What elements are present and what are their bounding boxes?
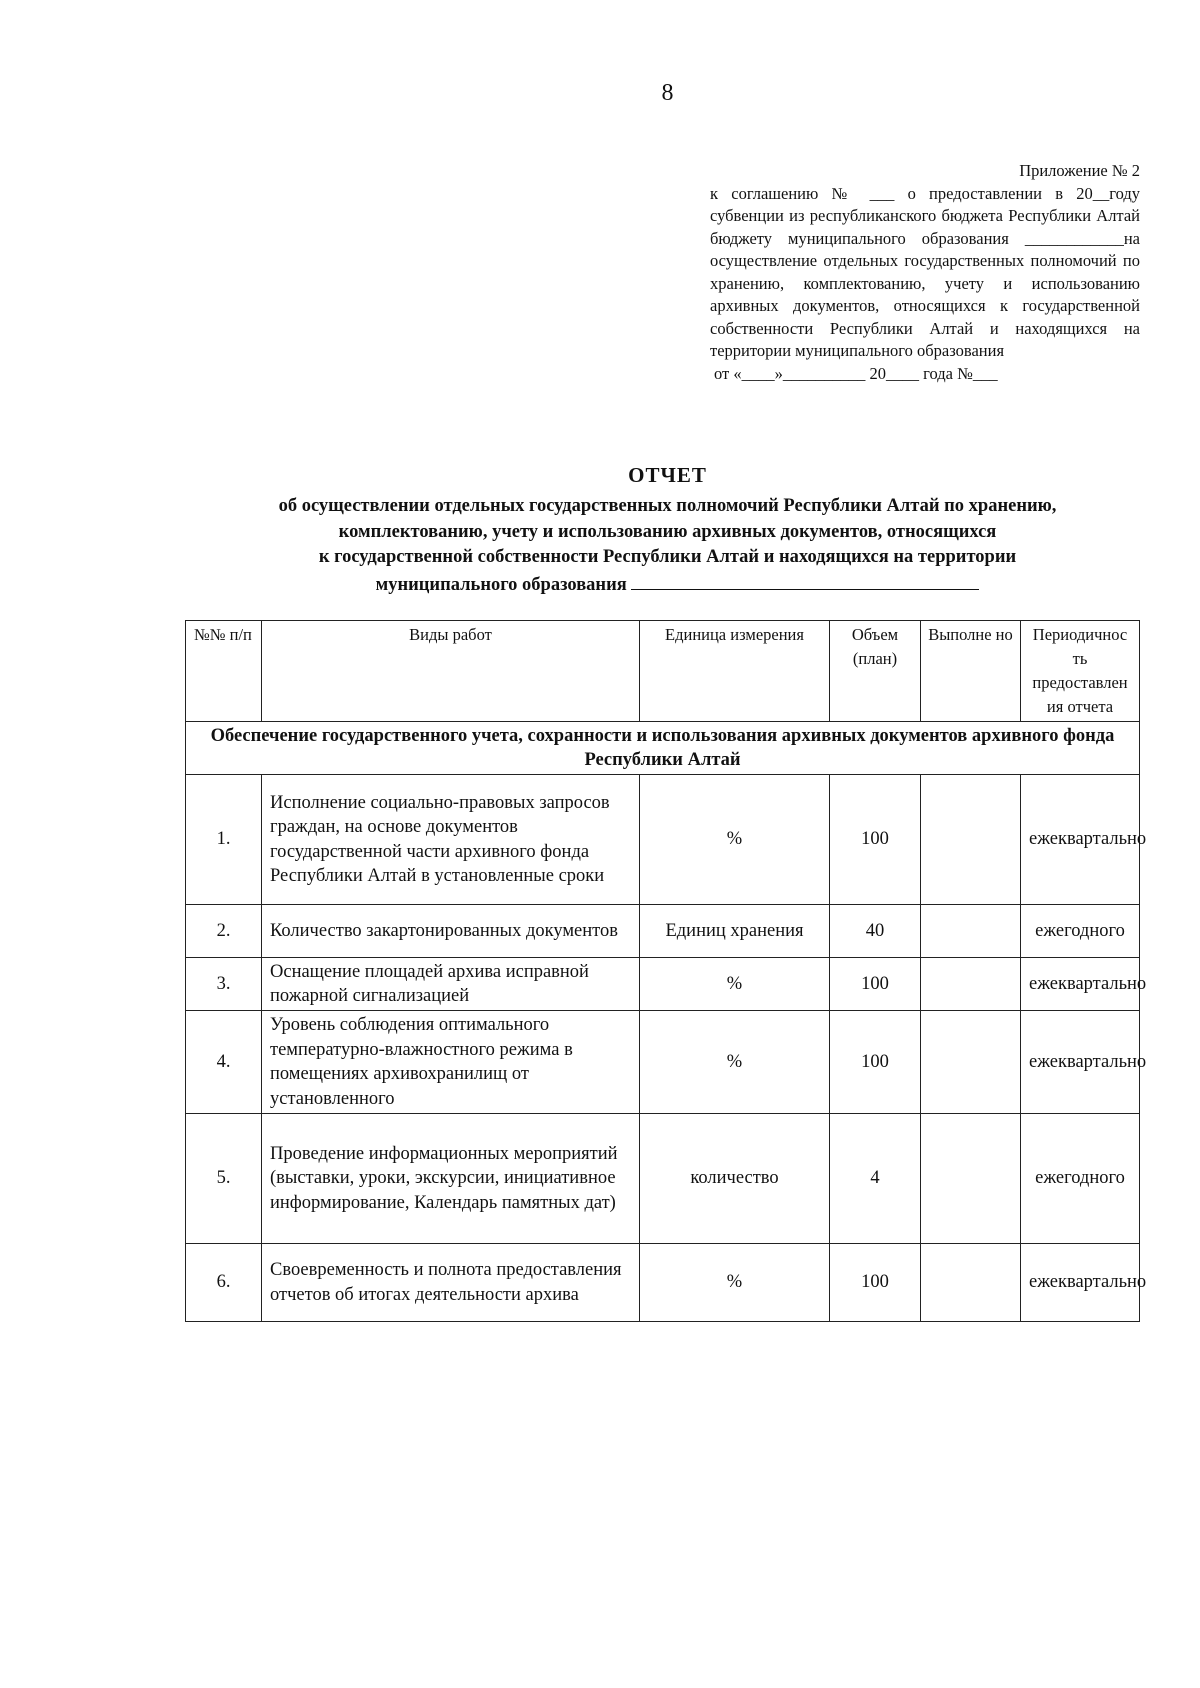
row-work: Уровень соблюдения оптимального температурно-влажностного режима в помещениях архивохранилищ от установленного — [262, 1011, 640, 1114]
section-title: Обеспечение государственного учета, сохранности и использования архивных документов архивного фонда Республики Алтай — [186, 722, 1140, 775]
row-done — [921, 775, 1021, 905]
row-number: 5. — [186, 1114, 262, 1244]
row-plan: 100 — [830, 1011, 921, 1114]
row-plan: 100 — [830, 775, 921, 905]
report-title: ОТЧЕТ — [628, 463, 707, 487]
row-unit: % — [640, 1244, 830, 1322]
header-plan: Объем (план) — [830, 621, 921, 722]
row-done — [921, 958, 1021, 1011]
municipality-blank-line — [631, 571, 979, 590]
row-number: 1. — [186, 775, 262, 905]
row-done — [921, 1244, 1021, 1322]
row-work: Исполнение социально-правовых запросов граждан, на основе документов государственной части архивного фонда Республики Алтай в установленные сроки — [262, 775, 640, 905]
row-done — [921, 1114, 1021, 1244]
row-plan: 40 — [830, 905, 921, 958]
row-number: 4. — [186, 1011, 262, 1114]
subtitle-line-3: к государственной собственности Республики Алтай и находящихся на территории — [318, 547, 1017, 567]
appendix-block — [710, 160, 1140, 385]
row-work: Проведение информационных мероприятий (выставки, уроки, экскурсии, инициативное информирование, Календарь памятных дат) — [262, 1114, 640, 1244]
row-done — [921, 1011, 1021, 1114]
header-done: Выполне но — [921, 621, 1021, 722]
row-unit: % — [640, 958, 830, 1011]
table-row — [186, 905, 1140, 958]
header-unit: Единица измерения — [640, 621, 830, 722]
subtitle-line-1: об осуществлении отдельных государственных полномочий Республики Алтай по хранению, — [278, 496, 1057, 516]
row-work: Своевременность и полнота предоставления отчетов об итогах деятельности архива — [262, 1244, 640, 1322]
row-period: ежегодного — [1021, 905, 1140, 958]
subtitle-line-4 — [180, 571, 1155, 599]
table-row — [186, 1114, 1140, 1244]
subtitle-line-2: комплектованию, учету и использованию архивных документов, относящихся — [338, 521, 997, 542]
row-number: 3. — [186, 958, 262, 1011]
row-plan: 100 — [830, 1244, 921, 1322]
appendix-body: к соглашению № ___ о предоставлении в 20__году субвенции из республиканского бюджета Республики Алтай бюджету муниципального образования ____________на осуществление отдельных государственных полномочий по хранению, комплектованию, учету и использованию архивных документов, относящихся к государственной собственности Республики Алтай и находящихся на территории муниципального образования — [710, 183, 1140, 360]
header-number: №№ п/п — [186, 621, 262, 722]
row-unit: % — [640, 1011, 830, 1114]
row-period: ежегодного — [1021, 1114, 1140, 1244]
row-unit: количество — [640, 1114, 830, 1244]
row-period: ежеквартально — [1021, 775, 1140, 905]
row-unit: % — [640, 775, 830, 905]
header-work-types: Виды работ — [262, 621, 640, 722]
table-row — [186, 1244, 1140, 1322]
appendix-title: Приложение № 2 — [1019, 161, 1140, 180]
table-header-row — [186, 621, 1140, 722]
appendix-date-line: от «____»__________ 20____ года №___ — [714, 363, 998, 383]
row-plan: 4 — [830, 1114, 921, 1244]
row-period: ежеквартально — [1021, 1011, 1140, 1114]
row-number: 2. — [186, 905, 262, 958]
subtitle-municipality-label: муниципального образования — [375, 574, 627, 595]
report-subtitle — [180, 494, 1155, 598]
row-unit: Единиц хранения — [640, 905, 830, 958]
row-work: Количество закартонированных документов — [262, 905, 640, 958]
header-period: Периодичнос ть предоставлен ия отчета — [1021, 621, 1140, 722]
row-done — [921, 905, 1021, 958]
row-plan: 100 — [830, 958, 921, 1011]
row-work: Оснащение площадей архива исправной пожарной сигнализацией — [262, 958, 640, 1011]
row-period: ежеквартально — [1021, 958, 1140, 1011]
row-period: ежеквартально — [1021, 1244, 1140, 1322]
table-row — [186, 775, 1140, 905]
page-number: 8 — [661, 80, 674, 106]
table-row — [186, 958, 1140, 1011]
section-row — [186, 722, 1140, 775]
row-number: 6. — [186, 1244, 262, 1322]
report-table — [185, 620, 1147, 1322]
table-row — [186, 1011, 1140, 1114]
